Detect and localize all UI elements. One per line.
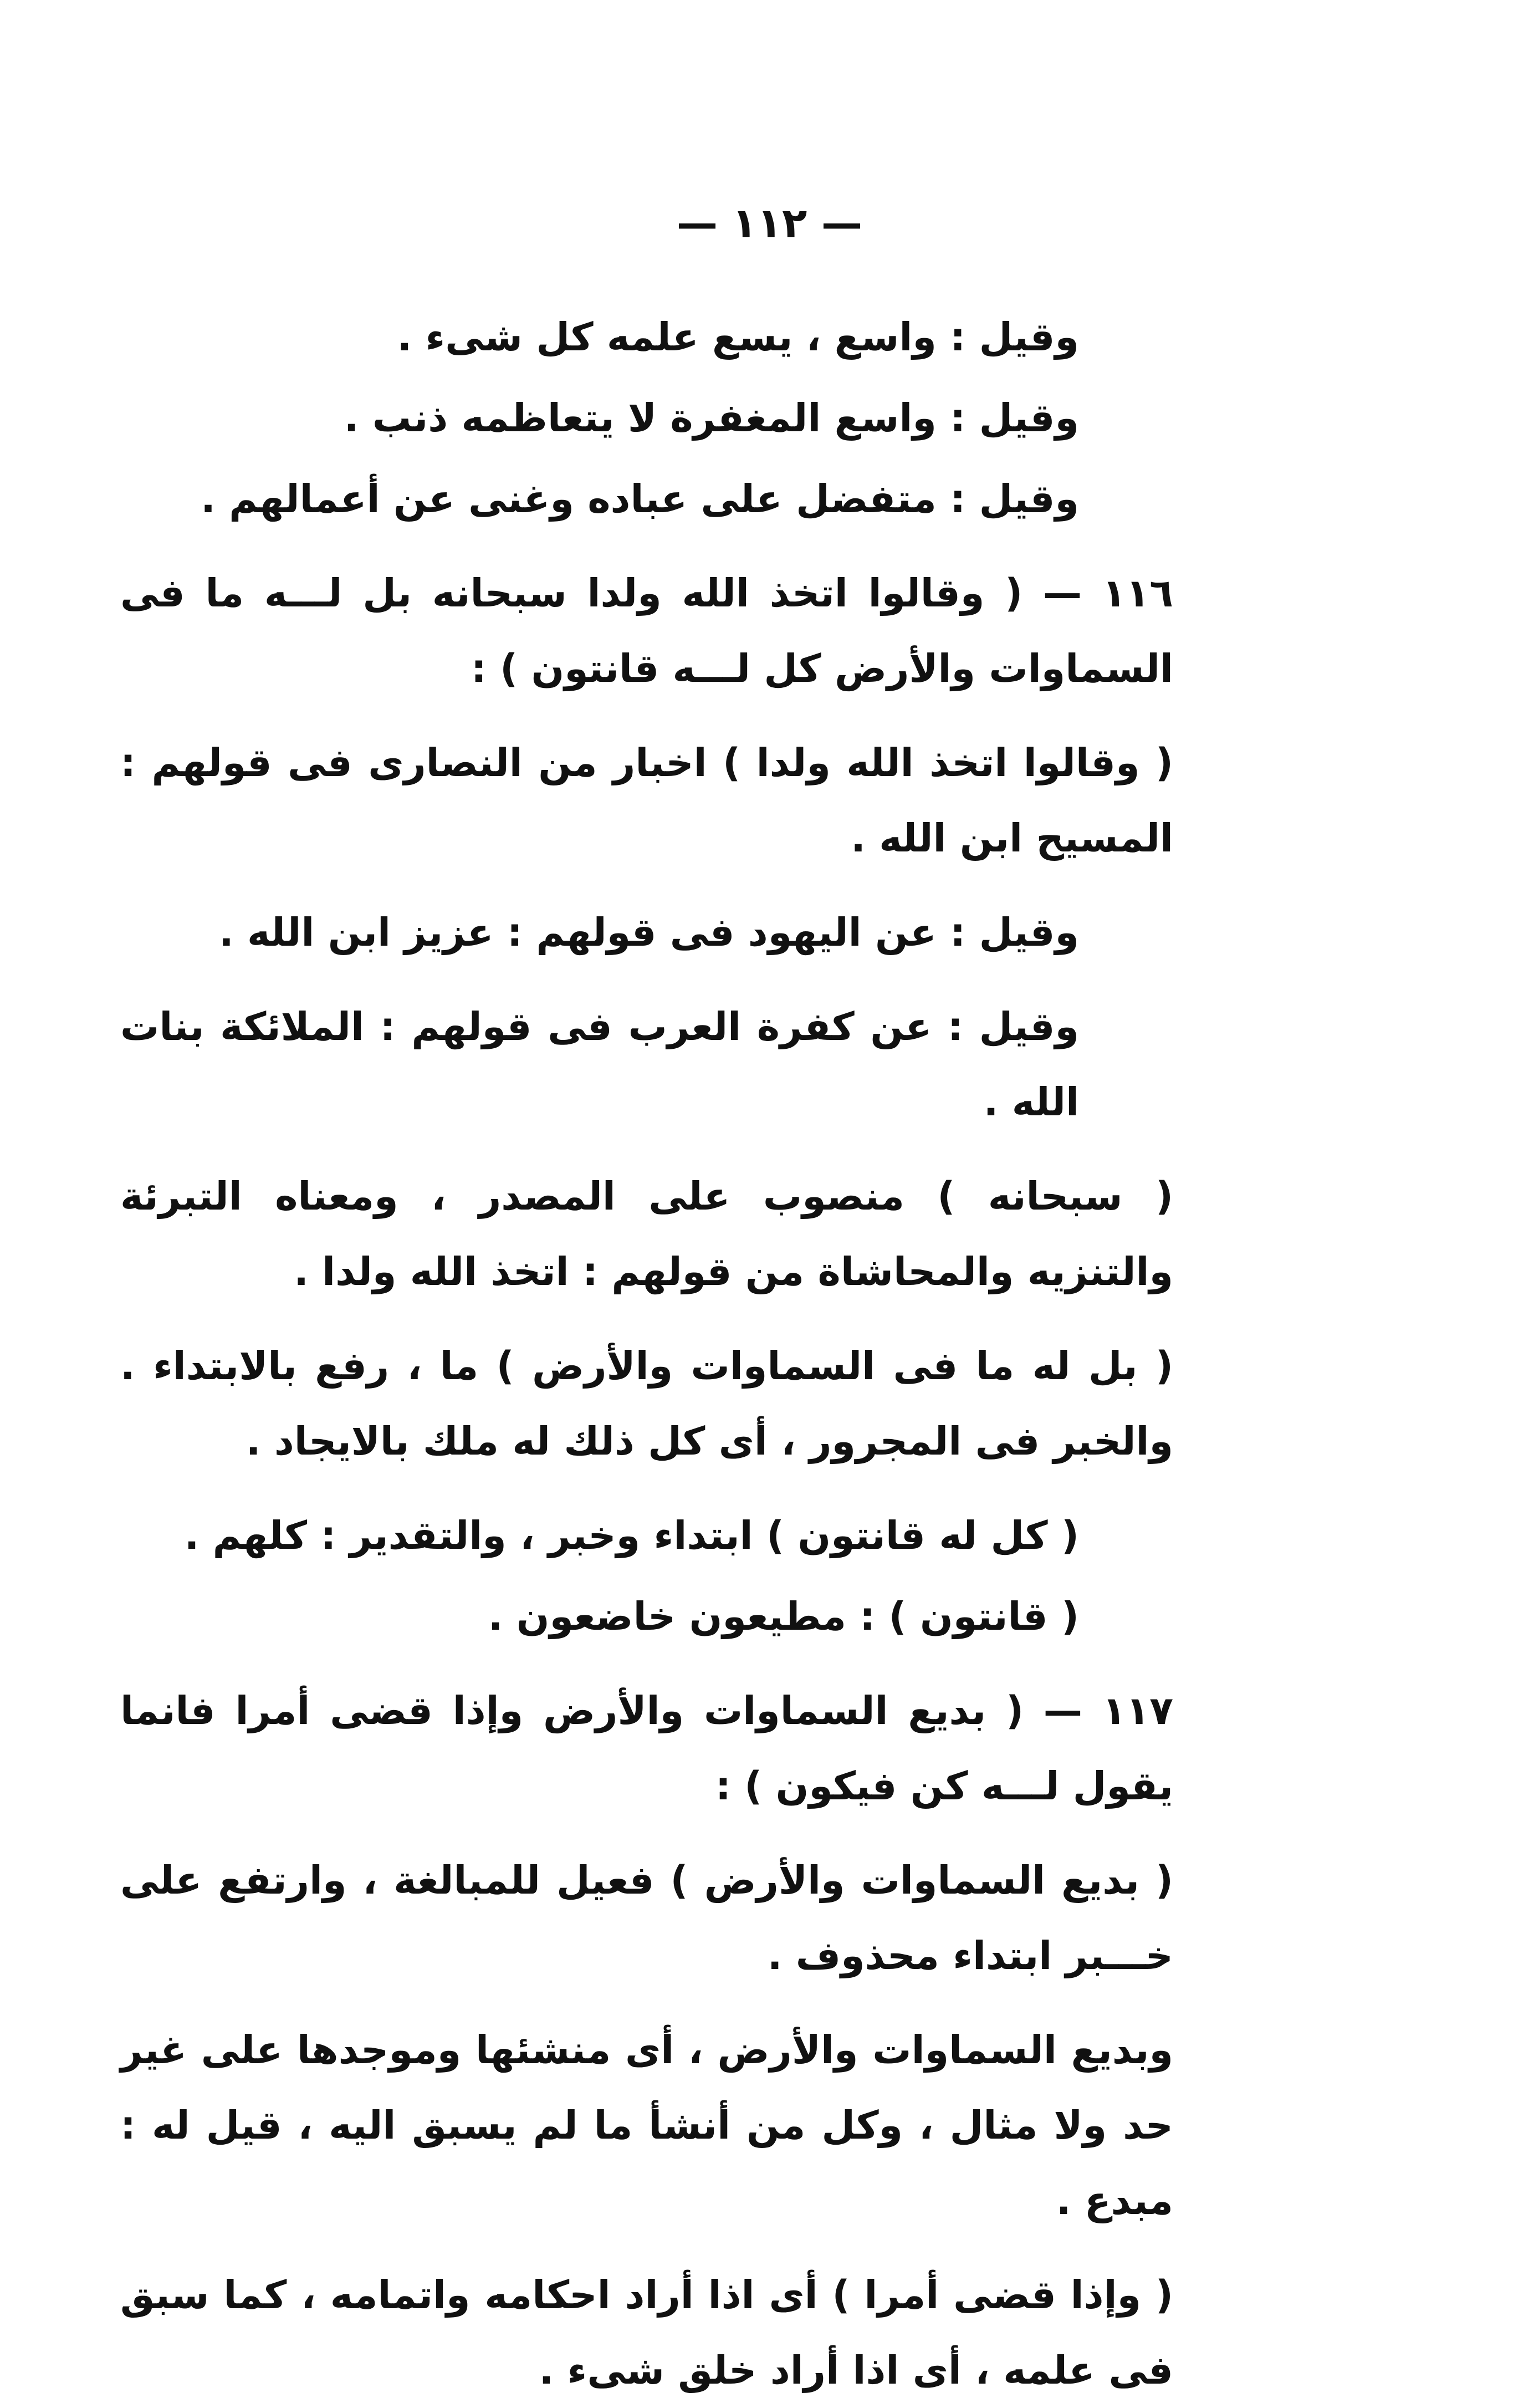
- page-number: — ١١٢ —: [676, 200, 863, 247]
- paragraph: ( بل له ما فى السماوات والأرض ) ما ، رفع بالابتداء . والخبر فى المجرور ، أى كل ذلك له ملك بالايجاد .: [120, 1343, 1173, 1464]
- paragraph: وقيل : عن كفرة العرب فى قولهم : الملائكة بنات الله .: [120, 1004, 1079, 1125]
- paragraph: ( كل له قانتون ) ابتداء وخبر ، والتقدير : كلهم .: [184, 1513, 1079, 1558]
- verse-heading: ١١٧ — ( بديع السماوات والأرض وإذا قضى أمرا فانما يقول لـــه كن فيكون ) :: [120, 1688, 1173, 1809]
- paragraph: وقيل : عن اليهود فى قولهم : عزيز ابن الله .: [219, 910, 1079, 955]
- body-text: [120, 299, 1173, 2408]
- paragraph: ( وقالوا اتخذ الله ولدا ) اخبار من النصارى فى قولهم : المسيح ابن الله .: [120, 740, 1173, 861]
- verse-heading: ١١٦ — ( وقالوا اتخذ الله ولدا سبحانه بل لـــه ما فى السماوات والأرض كل لـــه قانتون ) :: [120, 570, 1173, 691]
- paragraph: وقيل : متفضل على عباده وغنى عن أعمالهم .: [201, 476, 1079, 522]
- paragraph: وقيل : واسع المغفرة لا يتعاظمه ذنب .: [344, 395, 1079, 441]
- paragraph: ( بديع السماوات والأرض ) فعيل للمبالغة ، وارتفع على خـــبر ابتداء محذوف .: [120, 1858, 1173, 1978]
- paragraph: ( قانتون ) : مطيعون خاضعون .: [488, 1594, 1079, 1639]
- paragraph: ( سبحانه ) منصوب على المصدر ، ومعناه التبرئة والتنزيه والمحاشاة من قولهم : اتخذ الله ولدا .: [120, 1174, 1173, 1294]
- paragraph: وبديع السماوات والأرض ، أى منشئها وموجدها على غير حد ولا مثال ، وكل من أنشأ ما لم يسبق اليه ، قيل له : مبدع .: [120, 2027, 1173, 2223]
- paragraph: وقيل : واسع ، يسع علمه كل شىء .: [397, 314, 1079, 360]
- paragraph: ( وإذا قضى أمرا ) أى اذا أراد احكامه واتمامه ، كما سبق فى علمه ، أى اذا أراد خلق شىء .: [120, 2272, 1173, 2393]
